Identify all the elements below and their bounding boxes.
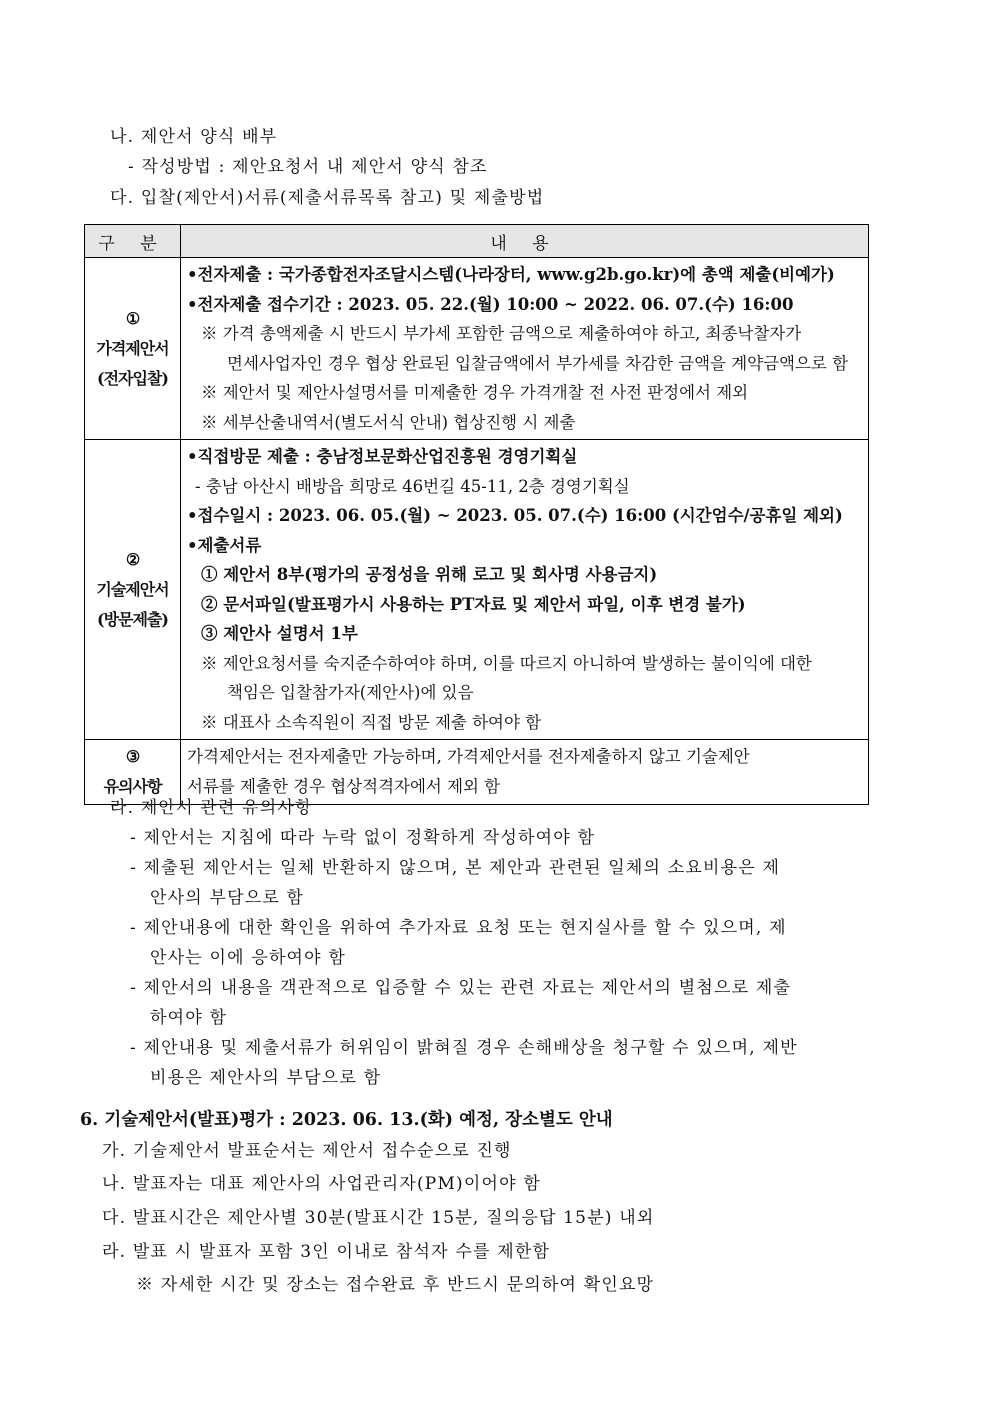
content-line: ① 제안서 8부(평가의 공정성을 위해 로고 및 회사명 사용금지) [201,565,658,584]
section-6-item: 가. 기술제안서 발표순서는 제안서 접수순으로 진행 [102,1141,512,1161]
submission-table [84,224,869,805]
row-label-method: (전자입찰) [97,368,168,388]
section-6-item: 다. 발표시간은 제안사별 30분(발표시간 15분, 질의응답 15분) 내외 [102,1208,655,1228]
section-ra-item: 하여야 함 [150,1008,228,1028]
row-label-method: (방문제출) [97,609,168,629]
row-label-number: ① [125,308,140,328]
header-category: 구 분 [85,225,181,258]
row-label-technical [85,440,181,740]
content-line: ※ 제안서 및 제안사설명서를 미제출한 경우 가격개찰 전 사전 판정에서 제외 [201,383,749,402]
content-line: •전자제출 접수기간 : 2023. 05. 22.(월) 10:00 ~ 2022. 06. 07.(수) 16:00 [187,294,794,314]
content-line: ② 문서파일(발표평가시 사용하는 PT자료 및 제안서 파일, 이후 변경 불가) [201,594,746,614]
table-row-price-proposal [85,258,869,440]
section-ra-item: - 제안서는 지침에 따라 누락 없이 정확하게 작성하여야 함 [130,828,596,848]
section-6-note: ※ 자세한 시간 및 장소는 접수완료 후 반드시 문의하여 확인요망 [136,1275,655,1295]
content-line: ※ 대표사 소속직원이 직접 방문 제출 하여야 함 [201,712,542,732]
section-na-heading: 나. 제안서 양식 배부 [110,127,278,147]
row-content-notes [181,740,869,805]
section-ra-item: 안사의 부담으로 함 [150,888,305,908]
row-content-price [181,258,869,440]
row-label-title: 기술제안서 [96,579,169,599]
section-na-subitem: - 작성방법 : 제안요청서 내 제안서 양식 참조 [128,157,488,177]
table-header-row [85,225,869,258]
section-ra-item: 비용은 제안사의 부담으로 함 [150,1068,382,1088]
section-da-heading: 다. 입찰(제안서)서류(제출서류목록 참고) 및 제출방법 [110,188,545,208]
table-row-notes [85,740,869,805]
content-line: ※ 세부산출내역서(별도서식 안내) 협상진행 시 제출 [201,412,576,432]
section-6-item: 라. 발표 시 발표자 포함 3인 이내로 참석자 수를 제한함 [102,1242,551,1262]
content-line: ※ 제안요청서를 숙지준수하여야 하며, 이를 따르지 아니하여 발생하는 불이익에 대한 [201,653,812,673]
section-ra-item: - 제안내용 및 제출서류가 허위임이 밝혀질 경우 손해배상을 청구할 수 있으며, 제반 [130,1038,798,1058]
section-6-item: 나. 발표자는 대표 제안사의 사업관리자(PM)이어야 함 [102,1174,541,1194]
content-line: •직접방문 제출 : 충남정보문화산업진흥원 경영기획실 [187,447,578,466]
content-line: •접수일시 : 2023. 06. 05.(월) ~ 2023. 05. 07.(수) 16:00 (시간엄수/공휴일 제외) [187,506,843,525]
content-line: •제출서류 [187,535,262,555]
content-line: 가격제안서는 전자제출만 가능하며, 가격제안서를 전자제출하지 않고 기술제안 [187,747,750,766]
row-label-number: ③ [125,747,140,766]
section-ra-heading: 라. 제안서 관련 유의사항 [110,798,313,818]
row-label-title: 가격제안서 [96,338,169,358]
content-line: - 충남 아산시 배방읍 희망로 46번길 45-11, 2층 경영기획실 [195,476,630,496]
row-label-title: 유의사항 [103,777,162,796]
row-label-number: ② [125,549,140,569]
content-line: ③ 제안사 설명서 1부 [201,624,358,643]
content-line: ※ 가격 총액제출 시 반드시 부가세 포함한 금액으로 제출하여야 하고, 최종낙찰자가 [201,324,802,343]
content-line: 서류를 제출한 경우 협상적격자에서 제외 함 [187,777,501,796]
header-content: 내 용 [181,225,869,258]
section-ra-item: 안사는 이에 응하여야 함 [150,948,347,968]
section-ra-item: - 제안내용에 대한 확인을 위하여 추가자료 요청 또는 현지실사를 할 수 있으며, 제 [130,918,787,938]
section-ra-item: - 제안서의 내용을 객관적으로 입증할 수 있는 관련 자료는 제안서의 별첨으로 제출 [130,978,792,998]
section-ra-item: - 제출된 제안서는 일체 반환하지 않으며, 본 제안과 관련된 일체의 소요비용은 제 [130,858,781,878]
content-line: •전자제출 : 국가종합전자조달시스템(나라장터, www.g2b.go.kr)에 총액 제출(비예가) [187,265,835,284]
section-6-title: 6. 기술제안서(발표)평가 : 2023. 06. 13.(화) 예정, 장소별도 안내 [80,1110,613,1130]
table-row-technical-proposal [85,440,869,740]
row-label-price [85,258,181,440]
row-label-notes [85,740,181,805]
content-line: 책임은 입찰참가자(제안사)에 있음 [227,683,474,702]
content-line: 면세사업자인 경우 협상 완료된 입찰금액에서 부가세를 차감한 금액을 계약금액으로 함 [227,353,849,373]
row-content-technical [181,440,869,740]
